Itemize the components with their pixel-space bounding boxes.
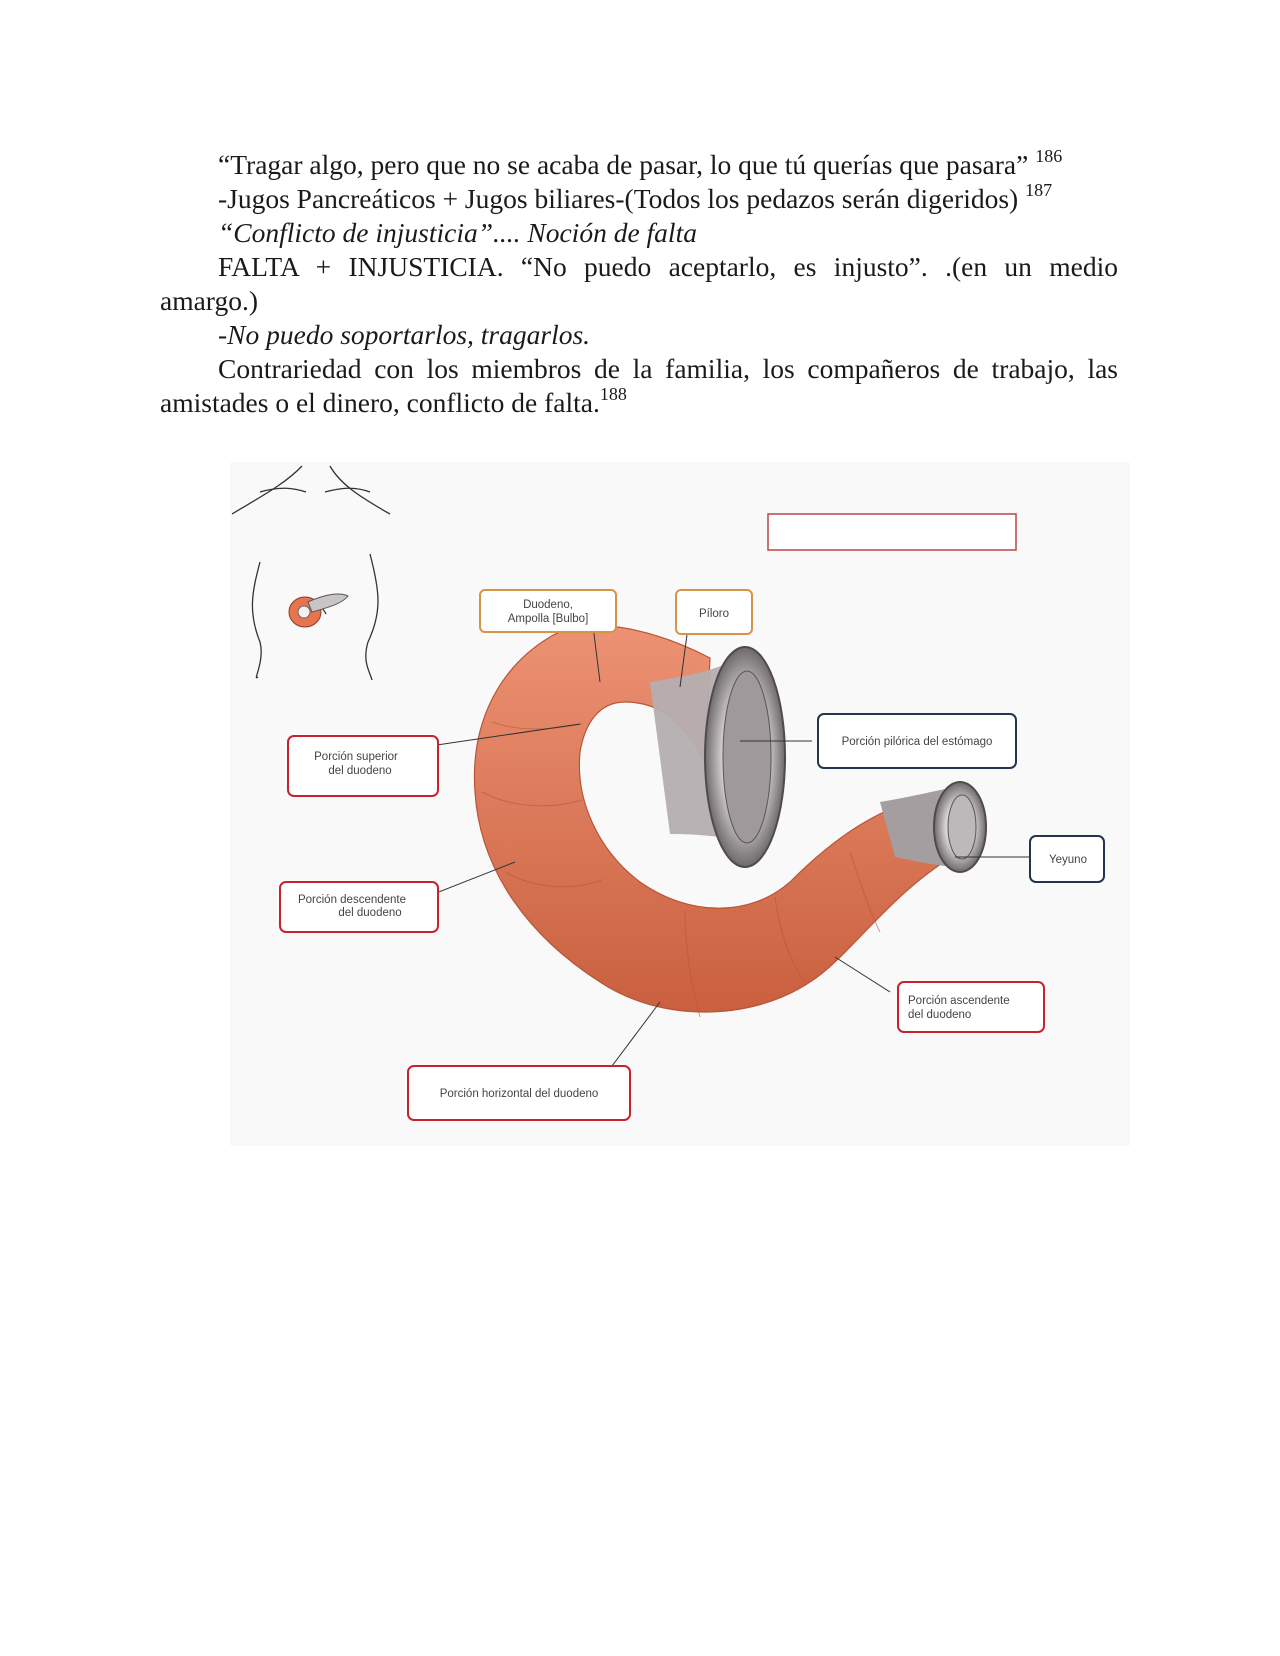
label-porcion-ascendente [898,982,1044,1032]
blank-label-box [768,514,1016,550]
falta-paragraph: FALTA + INJUSTICIA. “No puedo aceptarlo, es injusto”. .(en un medio amargo.) [160,251,1118,316]
footnote-ref-186[interactable]: 186 [1035,145,1063,166]
svg-text:Yeyuno: Yeyuno [1049,854,1087,866]
svg-text:del duodeno: del duodeno [338,907,402,919]
label-porcion-superior [288,736,438,796]
conflicto-paragraph: “Conflicto de injusticia”.... Noción de falta [218,217,697,248]
svg-text:Porción superior: Porción superior [314,751,398,763]
quote-paragraph: “Tragar algo, pero que no se acaba de pasar, lo que tú querías que pasara” $^{186}$ [218,145,1063,180]
footnote-ref-187[interactable]: 187 [1025,179,1053,200]
svg-text:Porción horizontal del duodeno: Porción horizontal del duodeno [439,1088,599,1100]
duodenum-figure [230,462,1130,1146]
jugos-paragraph: -Jugos Pancreáticos + Jugos biliares-(Todos los pedazos serán digeridos) $^{187}$ [218,179,1053,214]
svg-text:Porción descendente: Porción descendente [297,894,407,906]
pylorus-stomach [650,647,785,867]
footnote-ref-188[interactable]: 188 [599,383,627,404]
svg-text:del duodeno: del duodeno [908,1009,972,1021]
svg-text:Píloro: Píloro [698,608,730,620]
pancreas-icon [289,594,348,627]
duodenum-illustration [230,462,1130,1146]
label-yeyuno [1030,836,1104,882]
contrariedad-paragraph: Contrariedad con los miembros de la familia, los compañeros de trabajo, las amistades o el dinero, conflicto de falta.$^{188}$ [160,353,1118,418]
svg-text:Porción ascendente: Porción ascendente [908,995,1010,1007]
label-porcion-horizontal [408,1066,630,1120]
label-porcion-descendente [280,882,438,932]
svg-text:Porción pilórica del estómago: Porción pilórica del estómago [841,736,993,748]
label-ampolla-line2: Ampolla [Bulbo] [507,613,589,625]
label-porcion-pilorica [818,714,1016,768]
torso-sketch [232,466,390,680]
text-body [160,145,1118,420]
svg-text:del duodeno: del duodeno [328,765,392,777]
label-piloro [676,590,752,634]
label-ampolla-line1: Duodeno, [523,599,573,611]
soportar-paragraph: -No puedo soportarlos, tragarlos. [218,319,591,350]
label-ampolla [480,590,616,632]
